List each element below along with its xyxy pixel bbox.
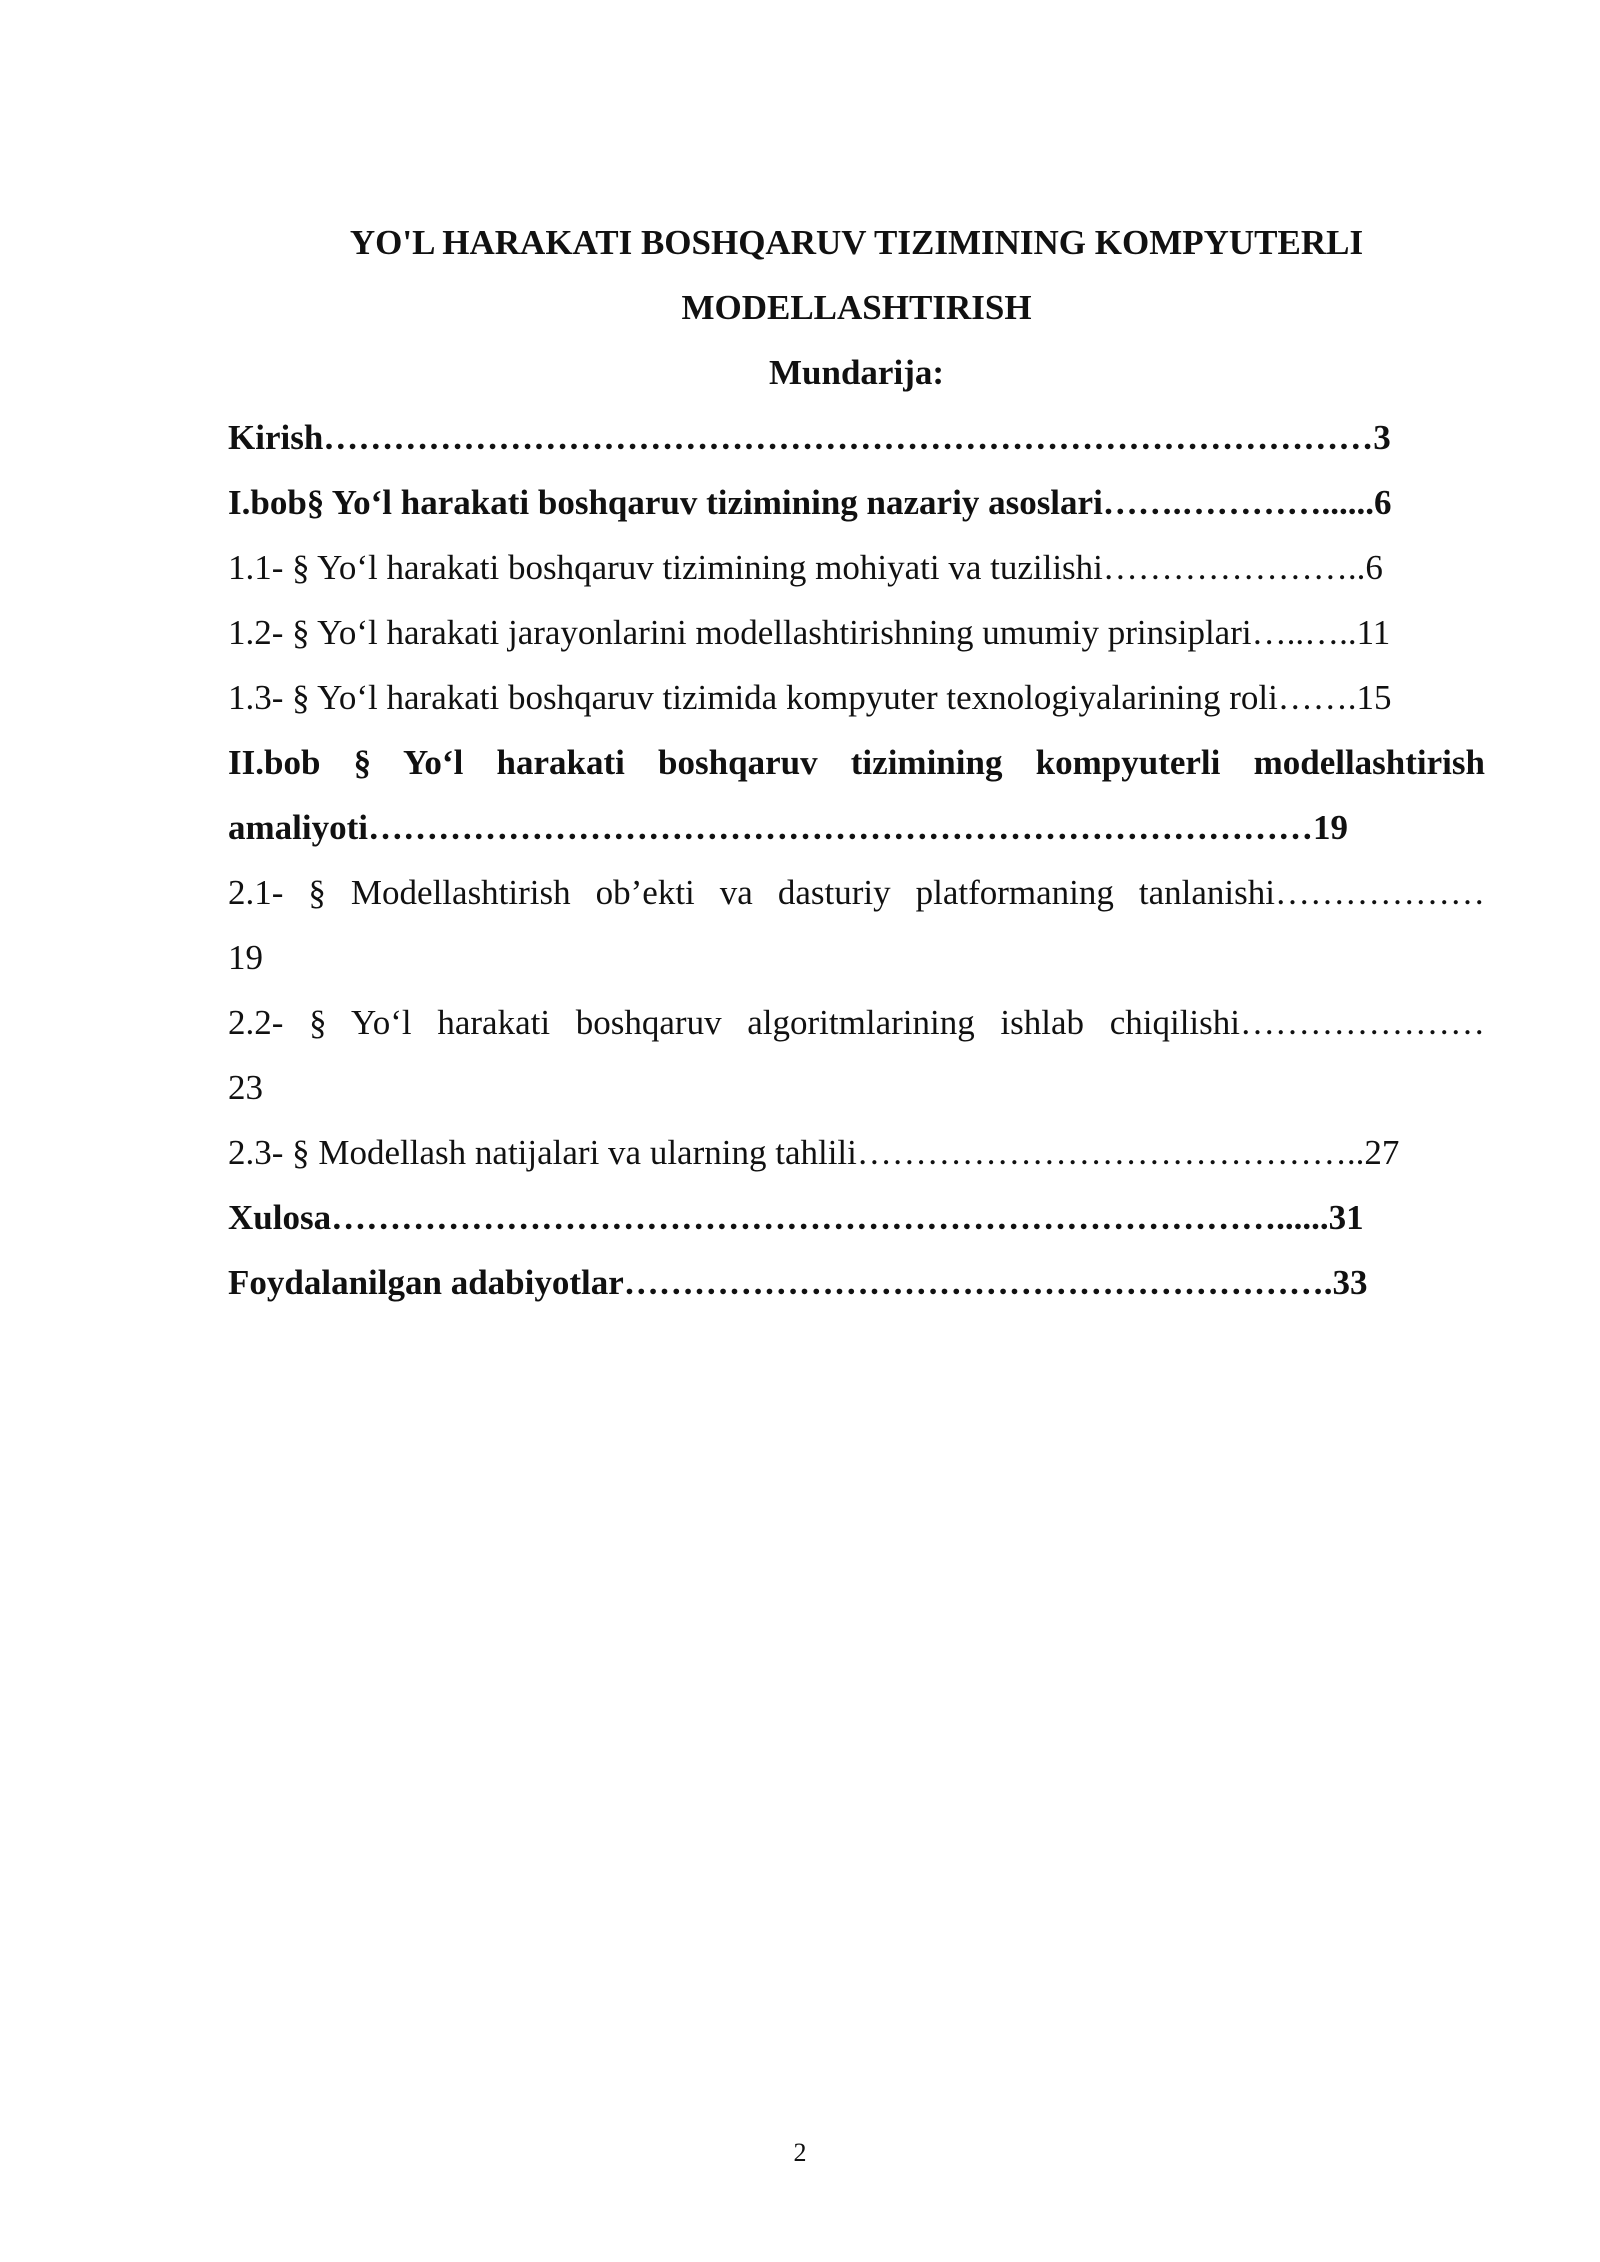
- toc-entry-chapter-2-line-2: amaliyoti………………………………………………………………………19: [228, 808, 1348, 847]
- page-number: 2: [793, 2138, 807, 2167]
- toc-entry-section-2-2-line-1: 2.2- § Yo‘l harakati boshqaruv algoritmlarining ishlab chiqilishi…………………: [228, 1003, 1485, 1042]
- contents-heading: Mundarija:: [769, 353, 944, 392]
- toc-entry-chapter-2-line-1: II.bob § Yo‘l harakati boshqaruv tizimining kompyuterli modellashtirish: [228, 743, 1485, 782]
- document-title-line-2: MODELLASHTIRISH: [681, 288, 1032, 327]
- toc-entry-section-2-1-line-1: 2.1- § Modellashtirish ob’ekti va dasturiy platformaning tanlanishi………………: [228, 873, 1485, 912]
- toc-entry-section-2-1-page: 19: [228, 938, 263, 977]
- toc-entry-section-1-1: 1.1- § Yo‘l harakati boshqaruv tizimining mohiyati va tuzilishi…………………..6: [228, 548, 1383, 587]
- toc-entry-section-2-2-page: 23: [228, 1068, 263, 1107]
- toc-entry-section-1-2: 1.2- § Yo‘l harakati jarayonlarini modellashtirishning umumiy prinsiplari…..…..11: [228, 613, 1391, 652]
- toc-entry-references: Foydalanilgan adabiyotlar…………………………………………………….33: [228, 1263, 1368, 1302]
- toc-entry-section-2-3: 2.3- § Modellash natijalari va ularning tahlili……………………………………..27: [228, 1133, 1400, 1172]
- toc-entry-chapter-1: I.bob§ Yo‘l harakati boshqaruv tizimining nazariy asoslari…….…………......6: [228, 483, 1392, 522]
- toc-entry-introduction: Kirish………………………………………………………………………………3: [228, 418, 1391, 457]
- document-title-line-1: YO'L HARAKATI BOSHQARUV TIZIMINING KOMPYUTERLI: [349, 223, 1364, 262]
- toc-entry-conclusion: Xulosa………………………………………………………………………......31: [228, 1198, 1364, 1237]
- document-content: [228, 210, 1485, 1315]
- toc-entry-section-1-3: 1.3- § Yo‘l harakati boshqaruv tizimida kompyuter texnologiyalarining roli…….15: [228, 678, 1392, 717]
